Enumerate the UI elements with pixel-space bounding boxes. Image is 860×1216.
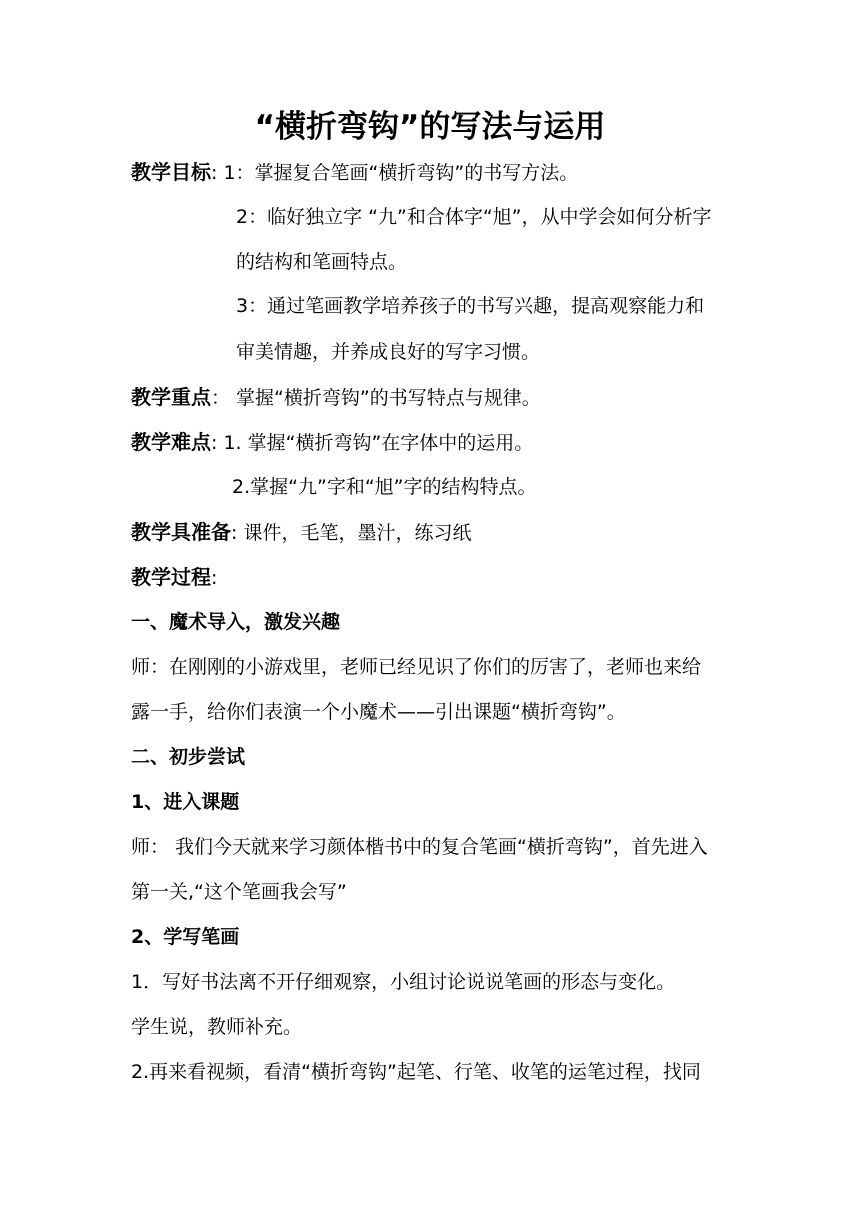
goal-item-2-line-1: 2：临好独立字 “九”和合体字“旭”，从中学会如何分析字: [236, 206, 712, 228]
goal-item-3-line-1: 3：通过笔画教学培养孩子的书写兴趣，提高观察能力和: [236, 295, 705, 317]
key-point-label: 教学重点: [131, 385, 211, 409]
goal-item-3-line-2: 审美情趣，并养成良好的写字习惯。: [236, 341, 541, 363]
process-line: [131, 562, 217, 593]
process-separator: :: [211, 567, 218, 589]
goals-line-1: [131, 157, 578, 188]
subsection-2-item-2: 2.再来看视频，看清“横折弯钩”起笔、行笔、收笔的运笔过程，找同: [131, 1061, 701, 1083]
section-1-paragraph-line-1: 师：在刚刚的小游戏里，老师已经见识了你们的厉害了，老师也来给: [131, 656, 702, 678]
subsection-1-paragraph-line-2: 第一关,“这个笔画我会写”: [131, 881, 347, 903]
difficulty-item-2: 2.掌握“九”字和“旭”字的结构特点。: [232, 476, 537, 498]
subsection-2-note: 学生说，教师补充。: [131, 1016, 303, 1038]
difficulty-label: 教学难点: [131, 430, 211, 454]
materials-label: 教学具准备: [131, 520, 231, 544]
subsection-2-heading: 2、学写笔画: [131, 926, 240, 948]
subsection-1-heading: 1、进入课题: [131, 791, 240, 813]
goals-separator: :: [211, 162, 218, 184]
section-1-heading: 一、魔术导入，激发兴趣: [131, 611, 341, 633]
difficulty-line-1: [131, 427, 533, 458]
process-label: 教学过程: [131, 565, 211, 589]
subsection-1-paragraph-line-1: 师： 我们今天就来学习颜体楷书中的复合笔画“横折弯钩”，首先进入: [131, 836, 708, 858]
goal-item-1: 1：掌握复合笔画“横折弯钩”的书写方法。: [217, 162, 579, 184]
materials-line: [131, 517, 471, 548]
goal-item-2-line-2: 的结构和笔画特点。: [236, 251, 408, 273]
key-point-line: [131, 382, 541, 413]
section-2-heading: 二、初步尝试: [131, 746, 246, 768]
subsection-2-item-1: 1．写好书法离不开仔细观察，小组讨论说说笔画的形态与变化。: [131, 971, 676, 993]
materials-text: : 课件，毛笔，墨汁，练习纸: [231, 522, 472, 544]
goals-label: 教学目标: [131, 160, 211, 184]
document-title: “横折弯钩”的写法与运用: [254, 109, 606, 145]
section-1-paragraph-line-2: 露一手，给你们表演一个小魔术——引出课题“横折弯钩”。: [131, 701, 626, 723]
key-point-text: ： 掌握“横折弯钩”的书写特点与规律。: [211, 387, 541, 409]
difficulty-item-1: : 1. 掌握“横折弯钩”在字体中的运用。: [211, 432, 534, 454]
